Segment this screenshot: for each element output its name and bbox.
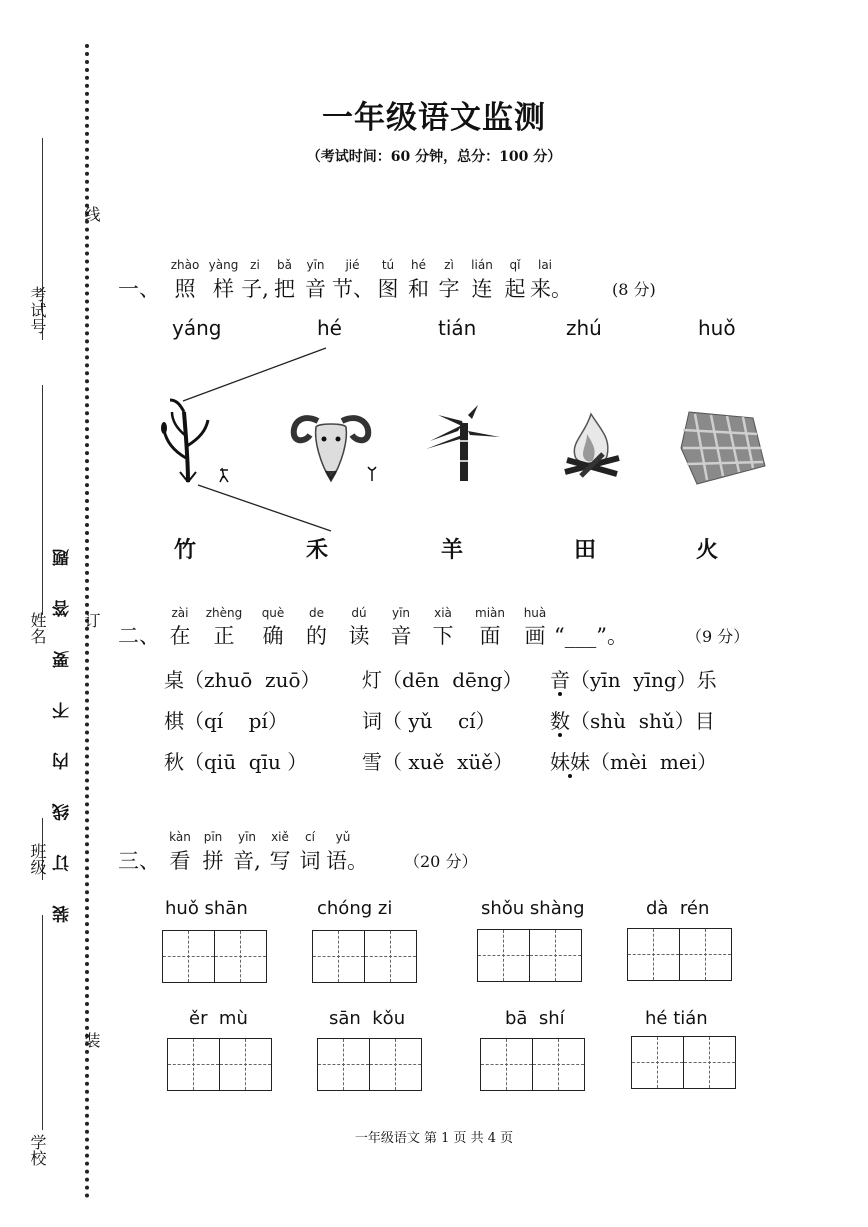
q2-options[interactable]: （yīn yīng） <box>570 668 697 692</box>
q2-options[interactable]: （qí pí） <box>184 709 288 733</box>
q1-pinyin: bǎ <box>277 258 292 272</box>
q3-word-pinyin: shǒu shàng <box>481 898 585 919</box>
q2-item <box>362 705 496 734</box>
class-label: 班级 <box>28 843 47 875</box>
q2-char: 在 <box>169 624 191 648</box>
q1-pinyin-word: hé <box>317 316 342 340</box>
q2-pinyin: de <box>309 606 324 620</box>
q3-pinyin: cí <box>305 830 315 844</box>
q1-pinyin-word: yáng <box>172 316 222 340</box>
q1-character: 禾 <box>306 537 329 563</box>
q1-pinyin: hé <box>411 258 426 272</box>
q3-word-pinyin: bā shí <box>505 1008 565 1029</box>
q1-char: 节、 <box>332 277 374 301</box>
q1-char: 子, <box>241 277 269 301</box>
bamboo-picture <box>422 405 504 481</box>
q1-pinyin: lai <box>537 258 553 272</box>
writing-cell[interactable] <box>532 1039 584 1090</box>
q2-word: 雪 <box>362 750 382 774</box>
q1-char: 照 <box>174 277 196 301</box>
writing-grid[interactable] <box>317 1038 422 1091</box>
writing-cell[interactable] <box>529 930 581 981</box>
q1-char: 音 <box>305 277 326 301</box>
q2-word: 灯 <box>362 668 382 692</box>
writing-cell[interactable] <box>632 1037 683 1088</box>
q3-pinyin: yīn <box>237 830 257 844</box>
writing-grid[interactable] <box>162 930 267 983</box>
q2-word: 词 <box>362 709 382 733</box>
q2-pinyin: zài <box>171 606 189 620</box>
q2-item <box>550 705 715 734</box>
q2-options[interactable]: （zhuō zuō） <box>184 668 321 692</box>
q2-char: 面 <box>479 624 501 648</box>
q3-char: 音, <box>233 849 261 873</box>
q3-pinyin: yǔ <box>335 830 351 844</box>
q3-word-pinyin: hé tián <box>645 1008 708 1029</box>
q2-char: 下 <box>432 624 454 648</box>
q1-pinyin: zì <box>444 258 454 272</box>
writing-cell[interactable] <box>214 931 266 982</box>
q3-word-pinyin: huǒ shān <box>165 898 248 919</box>
q2-options[interactable]: （dēn dēng） <box>382 668 523 692</box>
binding-warning: 装 订 线 内 不 要 答 题 <box>53 535 73 923</box>
writing-cell[interactable] <box>683 1037 735 1088</box>
q2-pinyin: què <box>261 606 285 620</box>
q2-word: 棋 <box>164 709 184 733</box>
q2-options[interactable]: （mèi mei） <box>590 750 718 774</box>
q1-pinyin-word: huǒ <box>698 316 736 340</box>
q1-char: 字 <box>438 277 460 301</box>
page-title: 一年级语文监测 <box>322 100 546 136</box>
q2-pinyin-row <box>163 606 554 620</box>
q1-pinyin: lián <box>471 258 493 272</box>
school-label: 学校 <box>28 1134 47 1166</box>
writing-grid[interactable] <box>312 930 417 983</box>
writing-grid[interactable] <box>631 1036 736 1089</box>
q3-char: 看 <box>169 849 191 873</box>
writing-cell[interactable] <box>219 1039 271 1090</box>
q2-item <box>164 705 288 734</box>
q3-number: 三、 <box>118 849 160 873</box>
q3-word-pinyin: dà rén <box>646 898 710 919</box>
goat-picture <box>288 405 390 487</box>
writing-cell[interactable] <box>628 929 679 980</box>
q1-number: 一、 <box>118 277 160 301</box>
q1-pinyin-word: tián <box>438 316 477 340</box>
q2-word-after: 乐 <box>696 668 717 692</box>
writing-cell[interactable] <box>313 931 364 982</box>
writing-grid[interactable] <box>477 929 582 982</box>
q2-item <box>164 664 321 693</box>
writing-cell[interactable] <box>168 1039 219 1090</box>
exam-info: （考试时间：60 分钟，总分：100 分） <box>306 149 562 165</box>
q2-options[interactable]: （qiū qīu ） <box>184 750 308 774</box>
q3-pinyin: xiě <box>271 830 289 844</box>
q2-options[interactable]: （shù shǔ） <box>570 709 695 733</box>
q3-pinyin: kàn <box>169 830 191 844</box>
q2-pinyin: huà <box>523 606 547 620</box>
q1-pinyin: tú <box>381 258 395 272</box>
q2-char: 画 <box>524 624 546 648</box>
q1-char: 来。 <box>530 277 572 301</box>
binding-char-xian: 线 <box>82 206 101 222</box>
q2-word: 秋 <box>164 750 184 774</box>
q2-options[interactable]: （ xuě xüě） <box>382 750 514 774</box>
q1-pinyin: zhào <box>170 258 200 272</box>
q1-pinyin: yàng <box>208 258 239 272</box>
q2-word-dotted: 妹妹 <box>550 750 590 774</box>
q1-pinyin: zi <box>250 258 260 272</box>
q2-item <box>164 746 307 775</box>
q2-char: 音 <box>390 624 412 648</box>
q3-char: 语。 <box>326 849 368 873</box>
q1-pinyin: qǐ <box>509 258 521 272</box>
q1-char: 连 <box>471 277 493 301</box>
binding-char-zhuang: 装 <box>82 1032 101 1048</box>
q2-pinyin: yīn <box>391 606 411 620</box>
q2-pinyin: miàn <box>475 606 505 620</box>
q1-character: 羊 <box>441 537 464 563</box>
q1-char: 和 <box>408 277 429 301</box>
q2-word-after: 目 <box>694 709 715 733</box>
binding-char-ding: 订 <box>82 612 101 628</box>
q2-word-dotted: 音 <box>550 668 570 692</box>
writing-cell[interactable] <box>481 1039 532 1090</box>
q2-number: 二、 <box>118 624 160 648</box>
writing-cell[interactable] <box>163 931 214 982</box>
exam-no-label: 考试号 <box>28 286 47 334</box>
q3-instruction <box>163 845 369 875</box>
writing-grid[interactable] <box>480 1038 585 1091</box>
q3-word-pinyin: ěr mù <box>189 1008 248 1029</box>
writing-cell[interactable] <box>318 1039 369 1090</box>
q2-pinyin: xià <box>434 606 452 620</box>
q2-item <box>362 664 523 693</box>
q1-char: 把 <box>274 277 295 301</box>
q2-item <box>362 746 513 775</box>
q2-char: 正 <box>213 624 235 648</box>
q2-options[interactable]: （ yǔ cí） <box>382 709 496 733</box>
q3-pinyin: pīn <box>203 830 223 844</box>
q2-char: 读 <box>348 624 370 648</box>
q1-pinyin: jié <box>345 258 360 272</box>
q3-char: 拼 <box>202 849 224 873</box>
q1-char: 样 <box>213 277 234 301</box>
writing-grid[interactable] <box>627 928 732 981</box>
rice-plant-picture <box>150 398 240 490</box>
q2-instruction <box>163 620 628 650</box>
writing-grid[interactable] <box>167 1038 272 1091</box>
writing-cell[interactable] <box>369 1039 421 1090</box>
q2-pinyin: zhèng <box>205 606 243 620</box>
q1-score: (8 分) <box>612 280 656 299</box>
q3-char: 写 <box>269 849 291 873</box>
q2-char: 确 <box>262 624 284 648</box>
name-label: 姓名 <box>28 612 47 644</box>
q1-character: 竹 <box>174 537 197 563</box>
q1-character: 火 <box>696 537 719 563</box>
q1-pinyin-word: zhú <box>566 316 602 340</box>
q1-char: 起 <box>504 277 526 301</box>
q1-pinyin: yīn <box>306 258 325 272</box>
writing-cell[interactable] <box>478 930 529 981</box>
school-blank <box>42 915 43 1130</box>
fire-picture <box>561 410 623 482</box>
q3-score: （20 分） <box>404 852 478 871</box>
writing-cell[interactable] <box>364 931 416 982</box>
q2-score: （9 分） <box>686 627 750 646</box>
q2-word-dotted: 数 <box>550 709 570 733</box>
q3-word-pinyin: chóng zi <box>317 898 393 919</box>
page-footer: 一年级语文 第 1 页 共 4 页 <box>354 1131 514 1146</box>
q3-pinyin-row <box>163 830 361 844</box>
q1-character: 田 <box>574 537 597 563</box>
q1-char: 图 <box>377 277 399 301</box>
q2-item <box>550 746 717 775</box>
field-picture <box>677 408 769 488</box>
q3-char: 词 <box>299 849 321 873</box>
q3-word-pinyin: sān kǒu <box>329 1008 406 1029</box>
q2-pinyin: dú <box>351 606 367 620</box>
writing-cell[interactable] <box>679 929 731 980</box>
q2-word: 桌 <box>164 668 184 692</box>
q2-char: 的 <box>306 624 327 648</box>
q2-item <box>550 664 717 693</box>
q2-underline-mark: “___”。 <box>554 624 628 648</box>
